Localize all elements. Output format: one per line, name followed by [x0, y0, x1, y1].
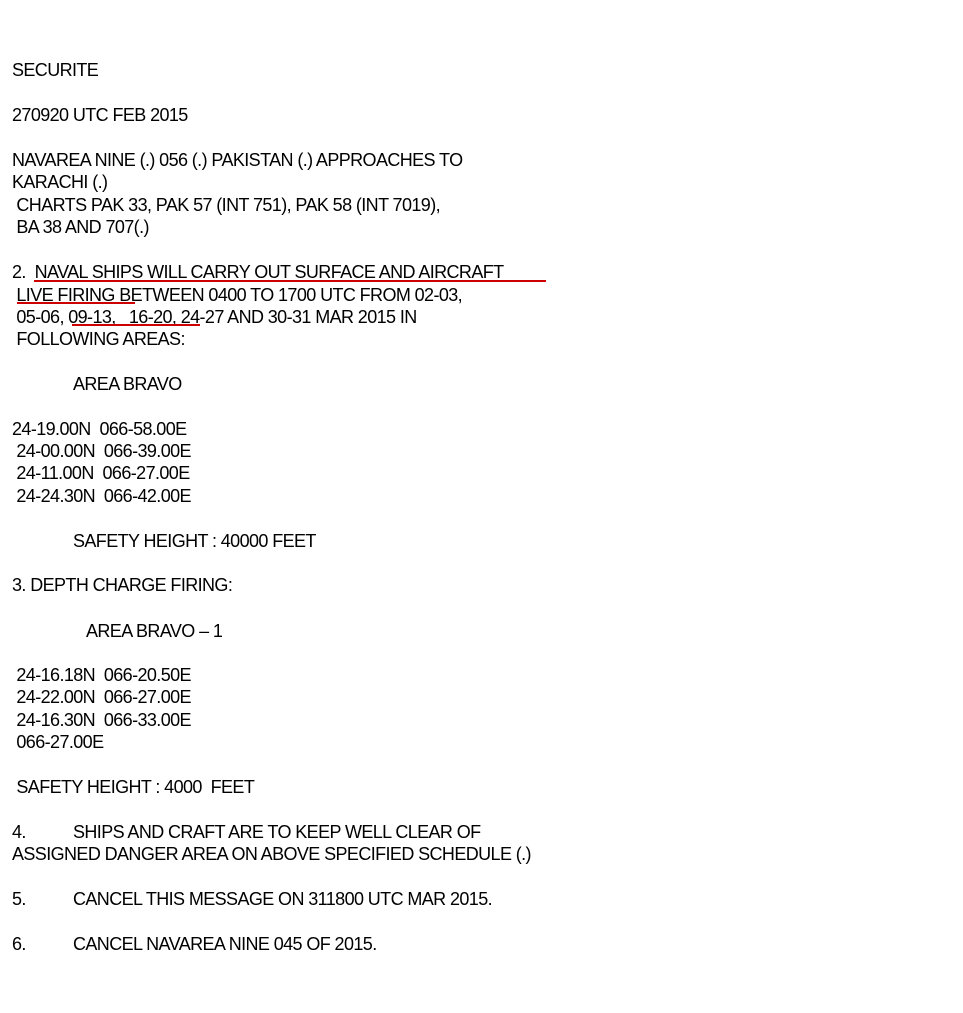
- item-4-line-2: ASSIGNED DANGER AREA ON ABOVE SPECIFIED SCHEDULE (.): [12, 844, 531, 864]
- message-datetime: 270920 UTC FEB 2015: [12, 105, 188, 125]
- area-bravo-1-coord: 24-22.00N 066-27.00E: [12, 687, 191, 707]
- area-bravo-coord: 24-19.00N 066-58.00E: [12, 419, 187, 439]
- message-heading: SECURITE: [12, 60, 99, 80]
- area-bravo-1-coord: 066-27.00E: [12, 732, 104, 752]
- item-4-number: 4.: [12, 822, 26, 842]
- item-5-text: CANCEL THIS MESSAGE ON 311800 UTC MAR 2015.: [73, 889, 493, 909]
- item-2-line-3: 05-06, 09-13, 16-20, 24-27 AND 30-31 MAR 2015 IN: [12, 307, 417, 327]
- item-6-text: CANCEL NAVAREA NINE 045 OF 2015.: [73, 934, 377, 954]
- area-bravo-title: AREA BRAVO: [73, 374, 182, 394]
- area-bravo-coord: 24-11.00N 066-27.00E: [12, 463, 190, 483]
- underline-naval-ships: [34, 280, 546, 282]
- charts-line-2: BA 38 AND 707(.): [12, 217, 149, 237]
- area-bravo-1-title: AREA BRAVO – 1: [86, 621, 223, 641]
- area-bravo-safety-height: SAFETY HEIGHT : 40000 FEET: [73, 531, 316, 551]
- area-bravo-1-coord: 24-16.18N 066-20.50E: [12, 665, 191, 685]
- underline-dates: [72, 324, 200, 326]
- item-4-line-1: SHIPS AND CRAFT ARE TO KEEP WELL CLEAR OF: [73, 822, 481, 842]
- item-5-number: 5.: [12, 889, 26, 909]
- underline-live-firing: [17, 302, 135, 304]
- area-bravo-1-safety-height: SAFETY HEIGHT : 4000 FEET: [12, 777, 255, 797]
- area-bravo-1-coord: 24-16.30N 066-33.00E: [12, 710, 191, 730]
- area-bravo-coord: 24-00.00N 066-39.00E: [12, 441, 191, 461]
- item-2-line-1: 2. NAVAL SHIPS WILL CARRY OUT SURFACE AND AIRCRAFT: [12, 262, 504, 282]
- header-line-2: KARACHI (.): [12, 172, 108, 192]
- area-bravo-coord: 24-24.30N 066-42.00E: [12, 486, 191, 506]
- item-2-line-2: LIVE FIRING BETWEEN 0400 TO 1700 UTC FROM 02-03,: [12, 285, 463, 305]
- item-3-heading: 3. DEPTH CHARGE FIRING:: [12, 575, 233, 595]
- item-2-line-4: FOLLOWING AREAS:: [12, 329, 185, 349]
- header-line-1: NAVAREA NINE (.) 056 (.) PAKISTAN (.) APPROACHES TO: [12, 150, 463, 170]
- item-6-number: 6.: [12, 934, 26, 954]
- charts-line-1: CHARTS PAK 33, PAK 57 (INT 751), PAK 58 (INT 7019),: [12, 195, 440, 215]
